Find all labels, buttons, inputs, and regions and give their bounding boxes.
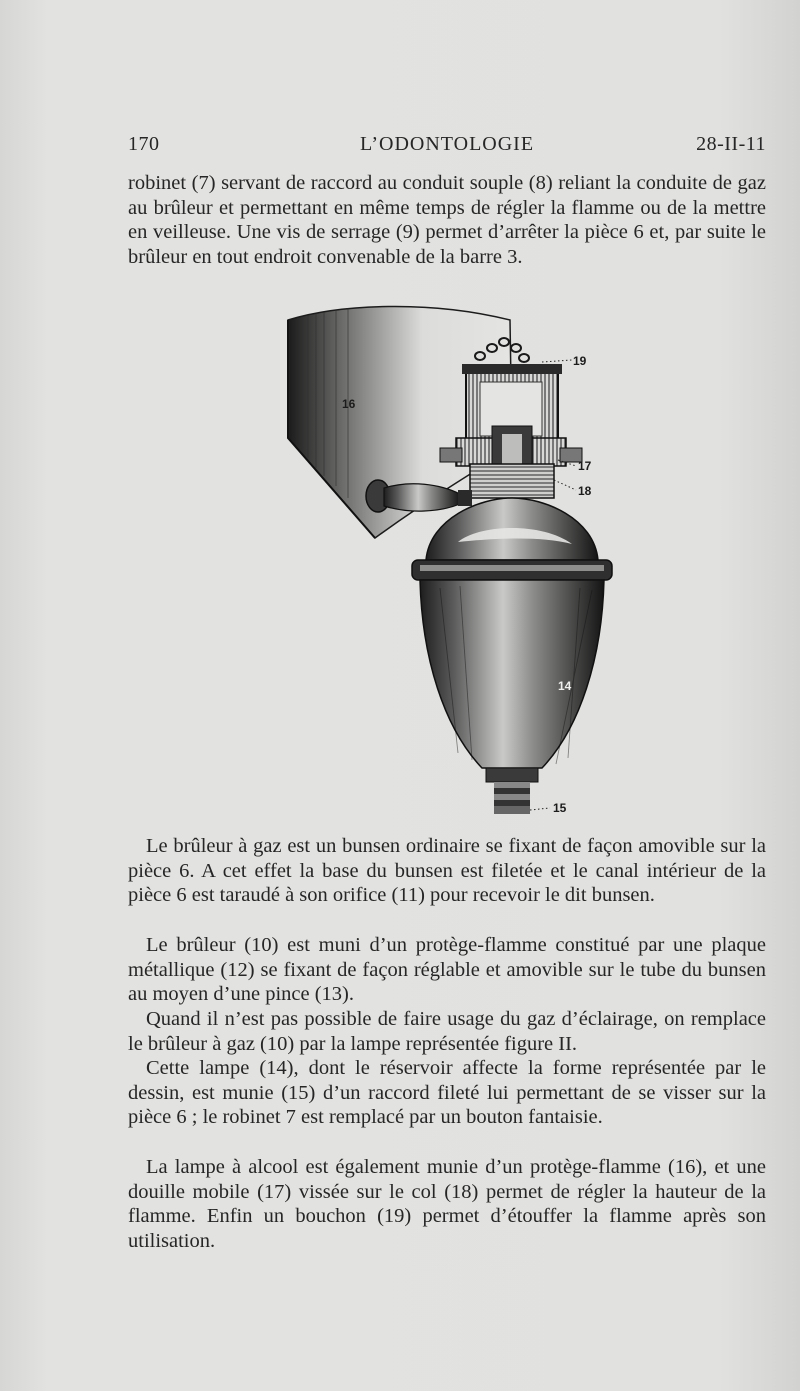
paragraph-5: La lampe à alcool est également munie d’un protège-flamme (16), et une douille mobile (17) vissée sur le col (18) permet de régler la hauteur de la flamme. Enfin un bouchon (19) permet d’étouffer la flamme après son utilisation. [128,1156,766,1252]
label-18: 18 [578,484,592,498]
side-knob [366,480,472,512]
lamp-engraving [280,298,630,828]
threaded-fitting [486,768,538,814]
label-17: 17 [578,459,592,473]
paragraph-1: Le brûleur à gaz est un bunsen ordinaire se fixant de façon amovible sur la pièce 6. A cet effet la base du bunsen est filetée et le canal intérieur de la pièce 6 est taraudé à son orifice (11) pour recevoir le dit bunsen. [128,835,766,907]
page-number: 170 [128,133,160,155]
paragraph-4: Cette lampe (14), dont le réservoir affecte la forme représentée par le dessin, est munie (15) d’un raccord fileté lui permettant de se visser sur la pièce 6 ; le robinet 7 est remplacé par un bouton fantaisie. [128,1057,766,1129]
running-header [128,133,766,163]
label-16: 16 [342,397,356,411]
paragraph-intro: robinet (7) servant de raccord au conduit souple (8) reliant la conduite de gaz au brûleur et permettant en même temps de régler la flamme ou de la mettre en veilleuse. Une vis de serrage (9) permet d’arrêter la pièce 6 et, par suite le brûleur en tout endroit convenable de la barre 3. [128,172,766,268]
label-15: 15 [553,801,567,815]
reservoir-body [412,498,612,768]
issue-date: 28-II-11 [696,133,766,155]
paragraph-2: Le brûleur (10) est muni d’un protège-flamme constitué par une plaque métallique (12) se fixant de façon réglable et amovible sur le tube du bunsen au moyen d’une pince (13). [128,934,766,1006]
figure-alcohol-lamp [280,298,630,828]
journal-title: L’ODONTOLOGIE [359,133,535,155]
label-19: 19 [573,354,587,368]
label-14: 14 [558,679,572,693]
paragraph-3: Quand il n’est pas possible de faire usage du gaz d’éclairage, on remplace le brûleur à gaz (10) par la lampe représentée figure II. [128,1008,766,1055]
